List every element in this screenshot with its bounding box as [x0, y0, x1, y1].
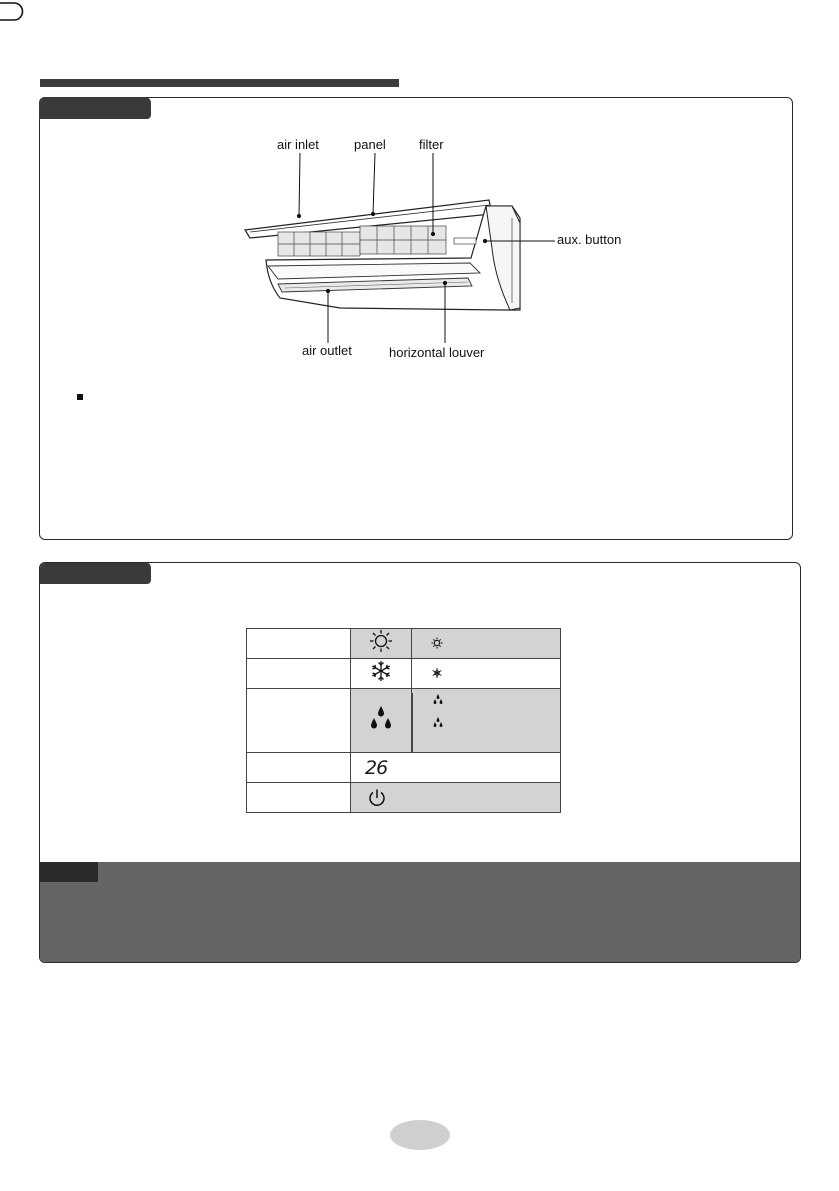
- page-number-badge: [390, 1120, 450, 1150]
- power-icon: [367, 788, 387, 808]
- label-air-inlet: air inlet: [277, 137, 319, 152]
- temperature-display: 26: [365, 756, 388, 779]
- cool-snowflake-icon: [369, 659, 393, 683]
- table-row: [247, 689, 561, 753]
- table-row: [247, 753, 561, 783]
- note-panel: [40, 862, 800, 962]
- label-panel: panel: [354, 137, 386, 152]
- binding-hinge-mark: [0, 0, 60, 60]
- bullet-square: [77, 394, 83, 400]
- table-row: [247, 783, 561, 813]
- display-section: [39, 562, 801, 963]
- heat-sun-icon: [368, 629, 394, 653]
- label-air-outlet: air outlet: [302, 343, 352, 358]
- dry-small-icon: [413, 716, 445, 730]
- label-filter: filter: [419, 137, 444, 152]
- label-horizontal-louver: horizontal louver: [389, 345, 485, 360]
- section-tab: [39, 562, 151, 584]
- dry-small-icon: [413, 693, 445, 707]
- cool-small-icon: [412, 667, 444, 681]
- note-tab: [40, 862, 98, 882]
- label-aux-button: aux. button: [557, 232, 622, 247]
- filter-left: [278, 232, 360, 256]
- table-row: [247, 629, 561, 659]
- dry-drops-icon: [368, 704, 394, 732]
- parts-section: [39, 97, 793, 540]
- section-title-bar: [40, 79, 399, 87]
- indicator-table: [246, 628, 561, 813]
- heat-small-icon: [412, 637, 444, 651]
- table-row: [247, 659, 561, 689]
